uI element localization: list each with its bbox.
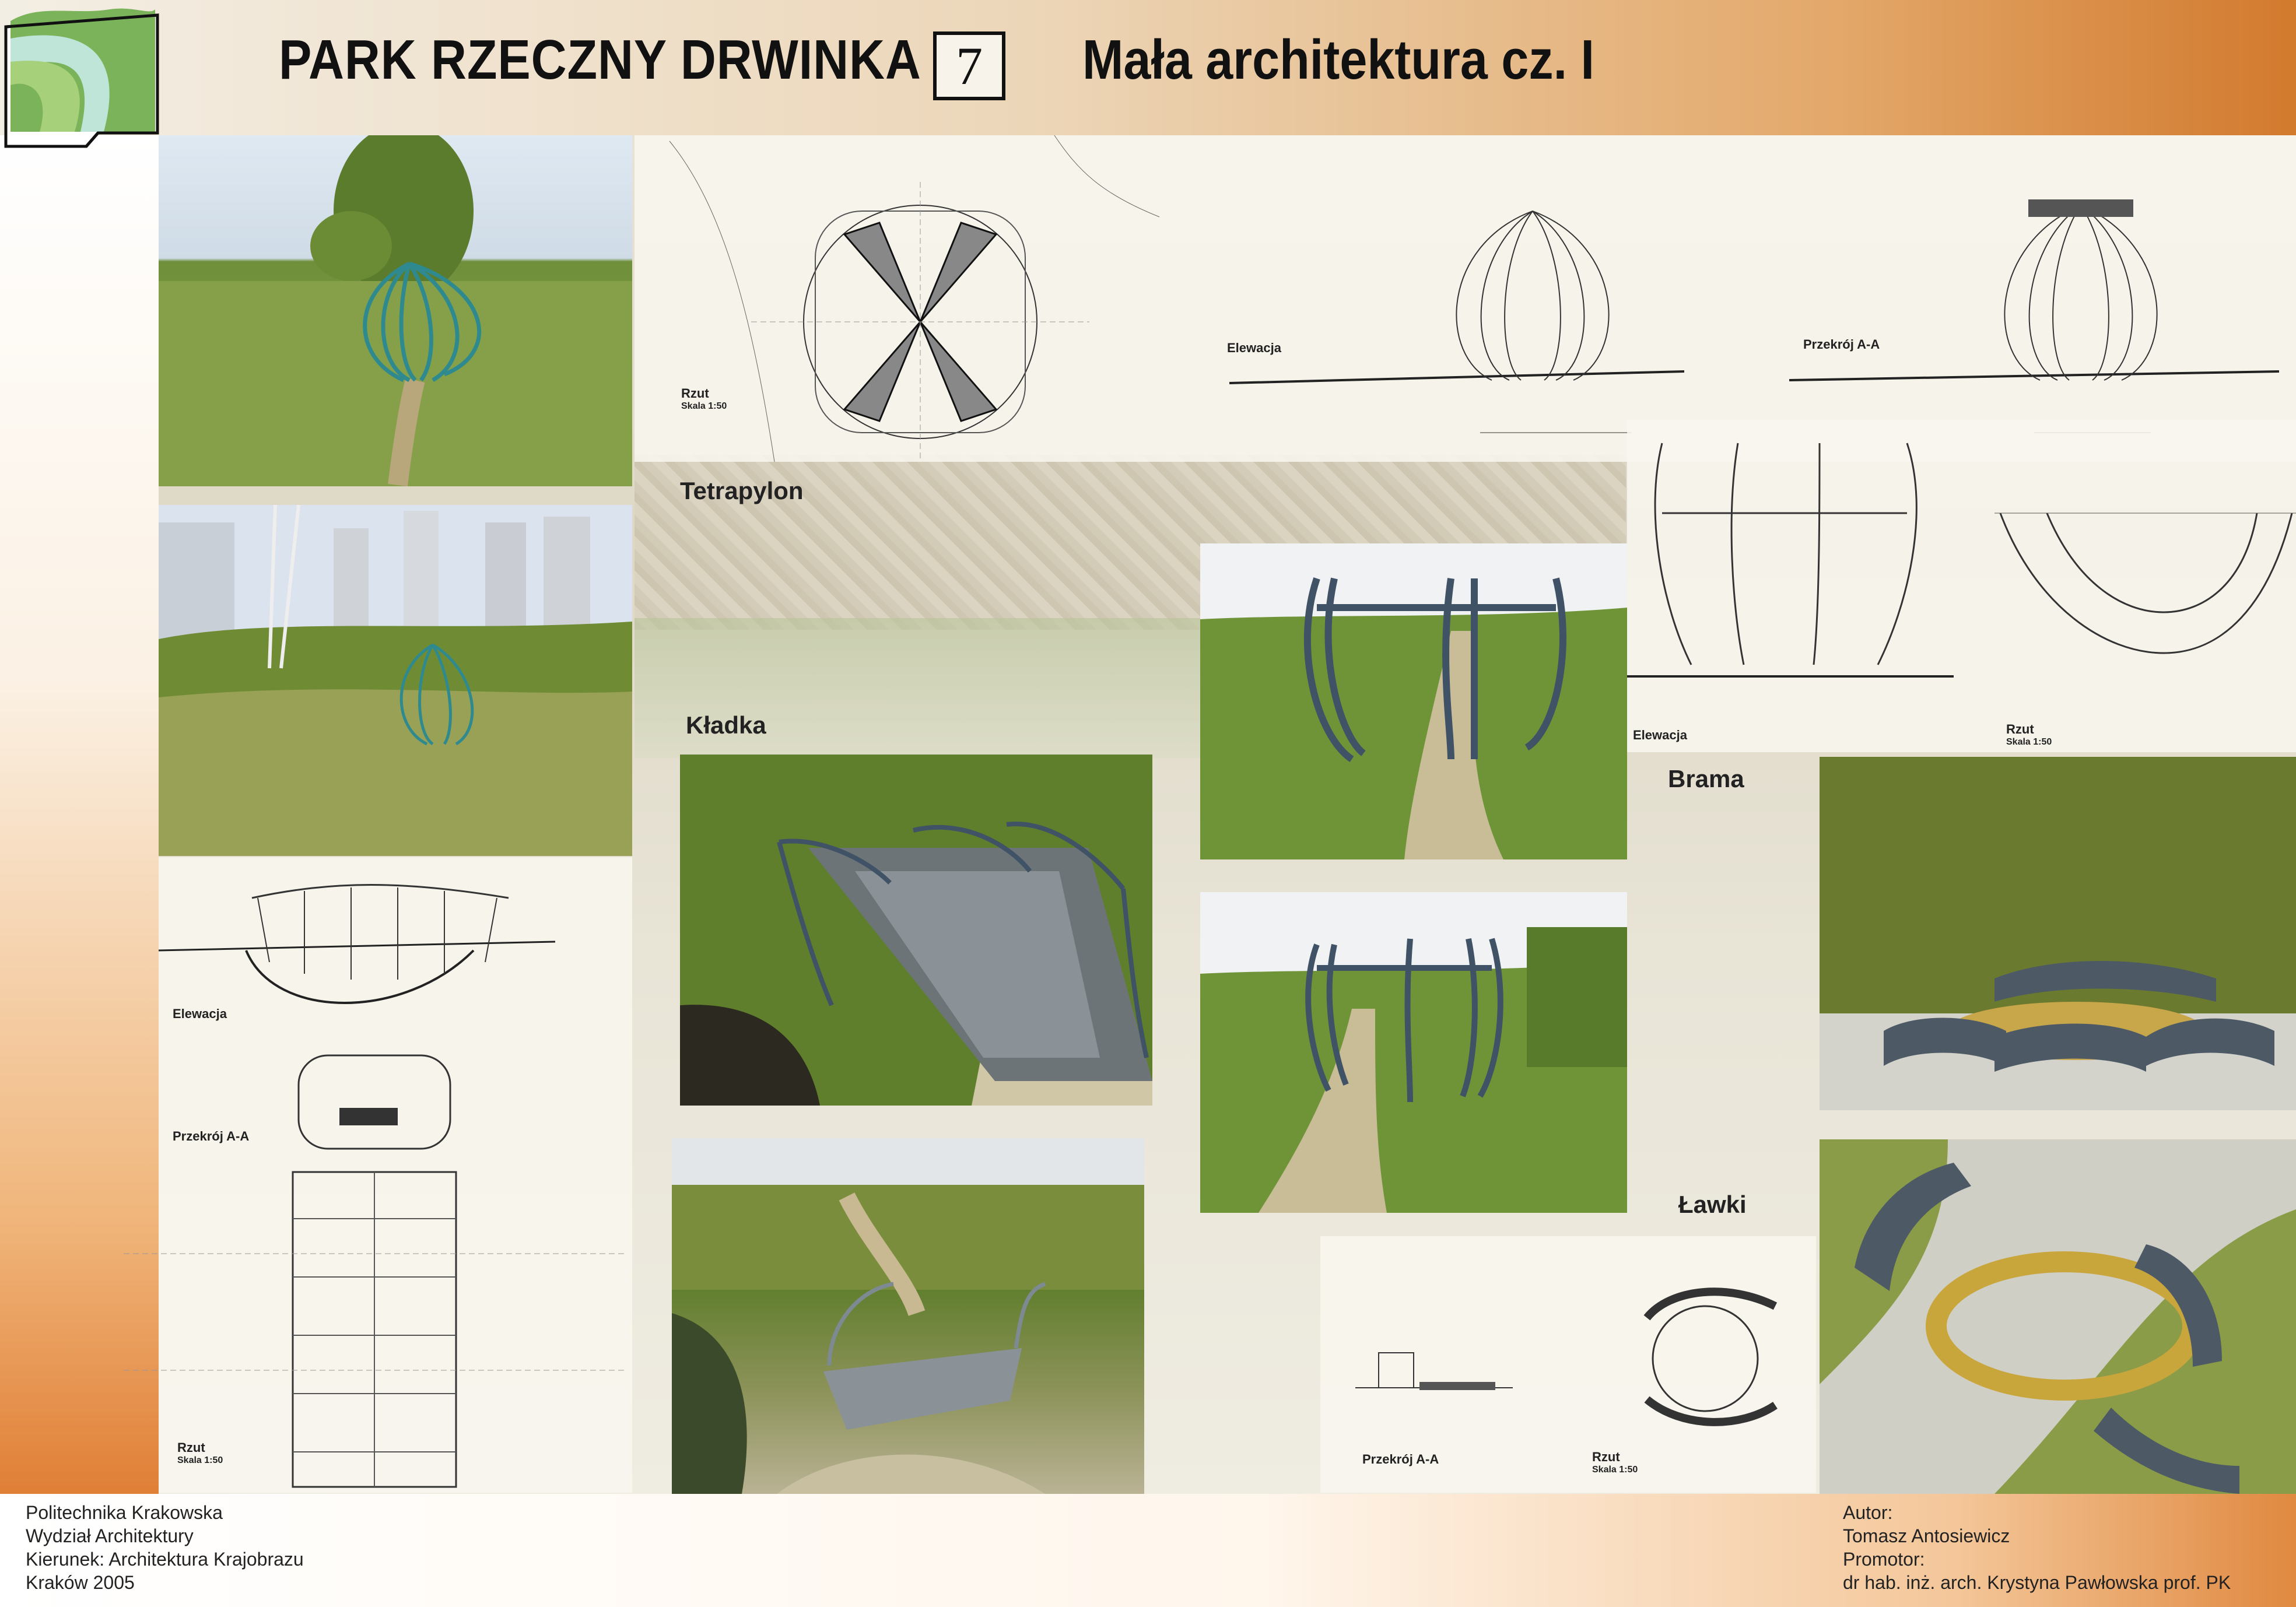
brama-plan-label: Rzut: [2006, 722, 2034, 736]
tetrapylon-elevation-drawings: [1229, 135, 2296, 462]
project-title: PARK RZECZNY DRWINKA: [279, 29, 921, 91]
tetrapylon-plan-scale: Skala 1:50: [681, 401, 727, 411]
kladka-elevation-label: Elewacja: [173, 1006, 227, 1021]
lawki-plan-label: Rzut: [1592, 1450, 1620, 1464]
lawki-render-2: [1820, 1139, 2296, 1494]
institution-line-1: Politechnika Krakowska: [26, 1502, 223, 1523]
tetrapylon-section-title: Tetrapylon: [680, 477, 804, 504]
tetrapylon-photo-1: [159, 135, 632, 486]
kladka-plan-label: Rzut: [177, 1440, 205, 1455]
lawki-section-title: Ławki: [1678, 1191, 1747, 1218]
autor-name: Tomasz Antosiewicz: [1843, 1525, 2010, 1546]
tetrapylon-plan-drawing: [635, 135, 1229, 462]
lawki-render-1: [1820, 757, 2296, 1110]
tetrapylon-photo-2: [159, 505, 632, 856]
sheet-title: Mała architektura cz. I: [1082, 29, 1595, 91]
brama-render-2: [1200, 892, 1627, 1213]
kladka-render-1: [680, 755, 1152, 1106]
author-block: [1843, 1501, 2231, 1594]
kladka-section-label: Przekrój A-A: [173, 1129, 250, 1143]
brama-elevation-label: Elewacja: [1633, 728, 1687, 742]
sheet-number: 7: [933, 31, 1005, 100]
tetrapylon-plan-label: Rzut: [681, 386, 709, 401]
brama-render-1: [1200, 543, 1627, 859]
left-decor-strip: [0, 135, 159, 1494]
park-logo: [5, 3, 157, 149]
promotor-label: Promotor:: [1843, 1549, 1925, 1570]
tetrapylon-section-label: Przekrój A-A: [1803, 337, 1880, 352]
institution-line-2: Wydział Architektury: [26, 1525, 194, 1546]
institution-line-3: Kierunek: Architektura Krajobrazu: [26, 1549, 304, 1570]
kladka-drawings: [159, 857, 632, 1493]
lawki-section-label: Przekrój A-A: [1362, 1452, 1439, 1466]
brama-plan-scale: Skala 1:50: [2006, 737, 2052, 747]
lawki-plan-scale: Skala 1:50: [1592, 1465, 1638, 1475]
kladka-plan-scale: Skala 1:50: [177, 1455, 223, 1465]
kladka-section-title: Kładka: [686, 711, 766, 739]
promotor-name: dr hab. inż. arch. Krystyna Pawłowska prof. PK: [1843, 1572, 2231, 1593]
kladka-render-2: [672, 1138, 1144, 1494]
institution-line-4: Kraków 2005: [26, 1572, 135, 1593]
tetrapylon-elevation-label: Elewacja: [1227, 341, 1281, 355]
autor-label: Autor:: [1843, 1502, 1893, 1523]
brama-drawings: [1627, 420, 2296, 752]
institution-block: [26, 1501, 304, 1594]
brama-section-title: Brama: [1668, 765, 1744, 792]
